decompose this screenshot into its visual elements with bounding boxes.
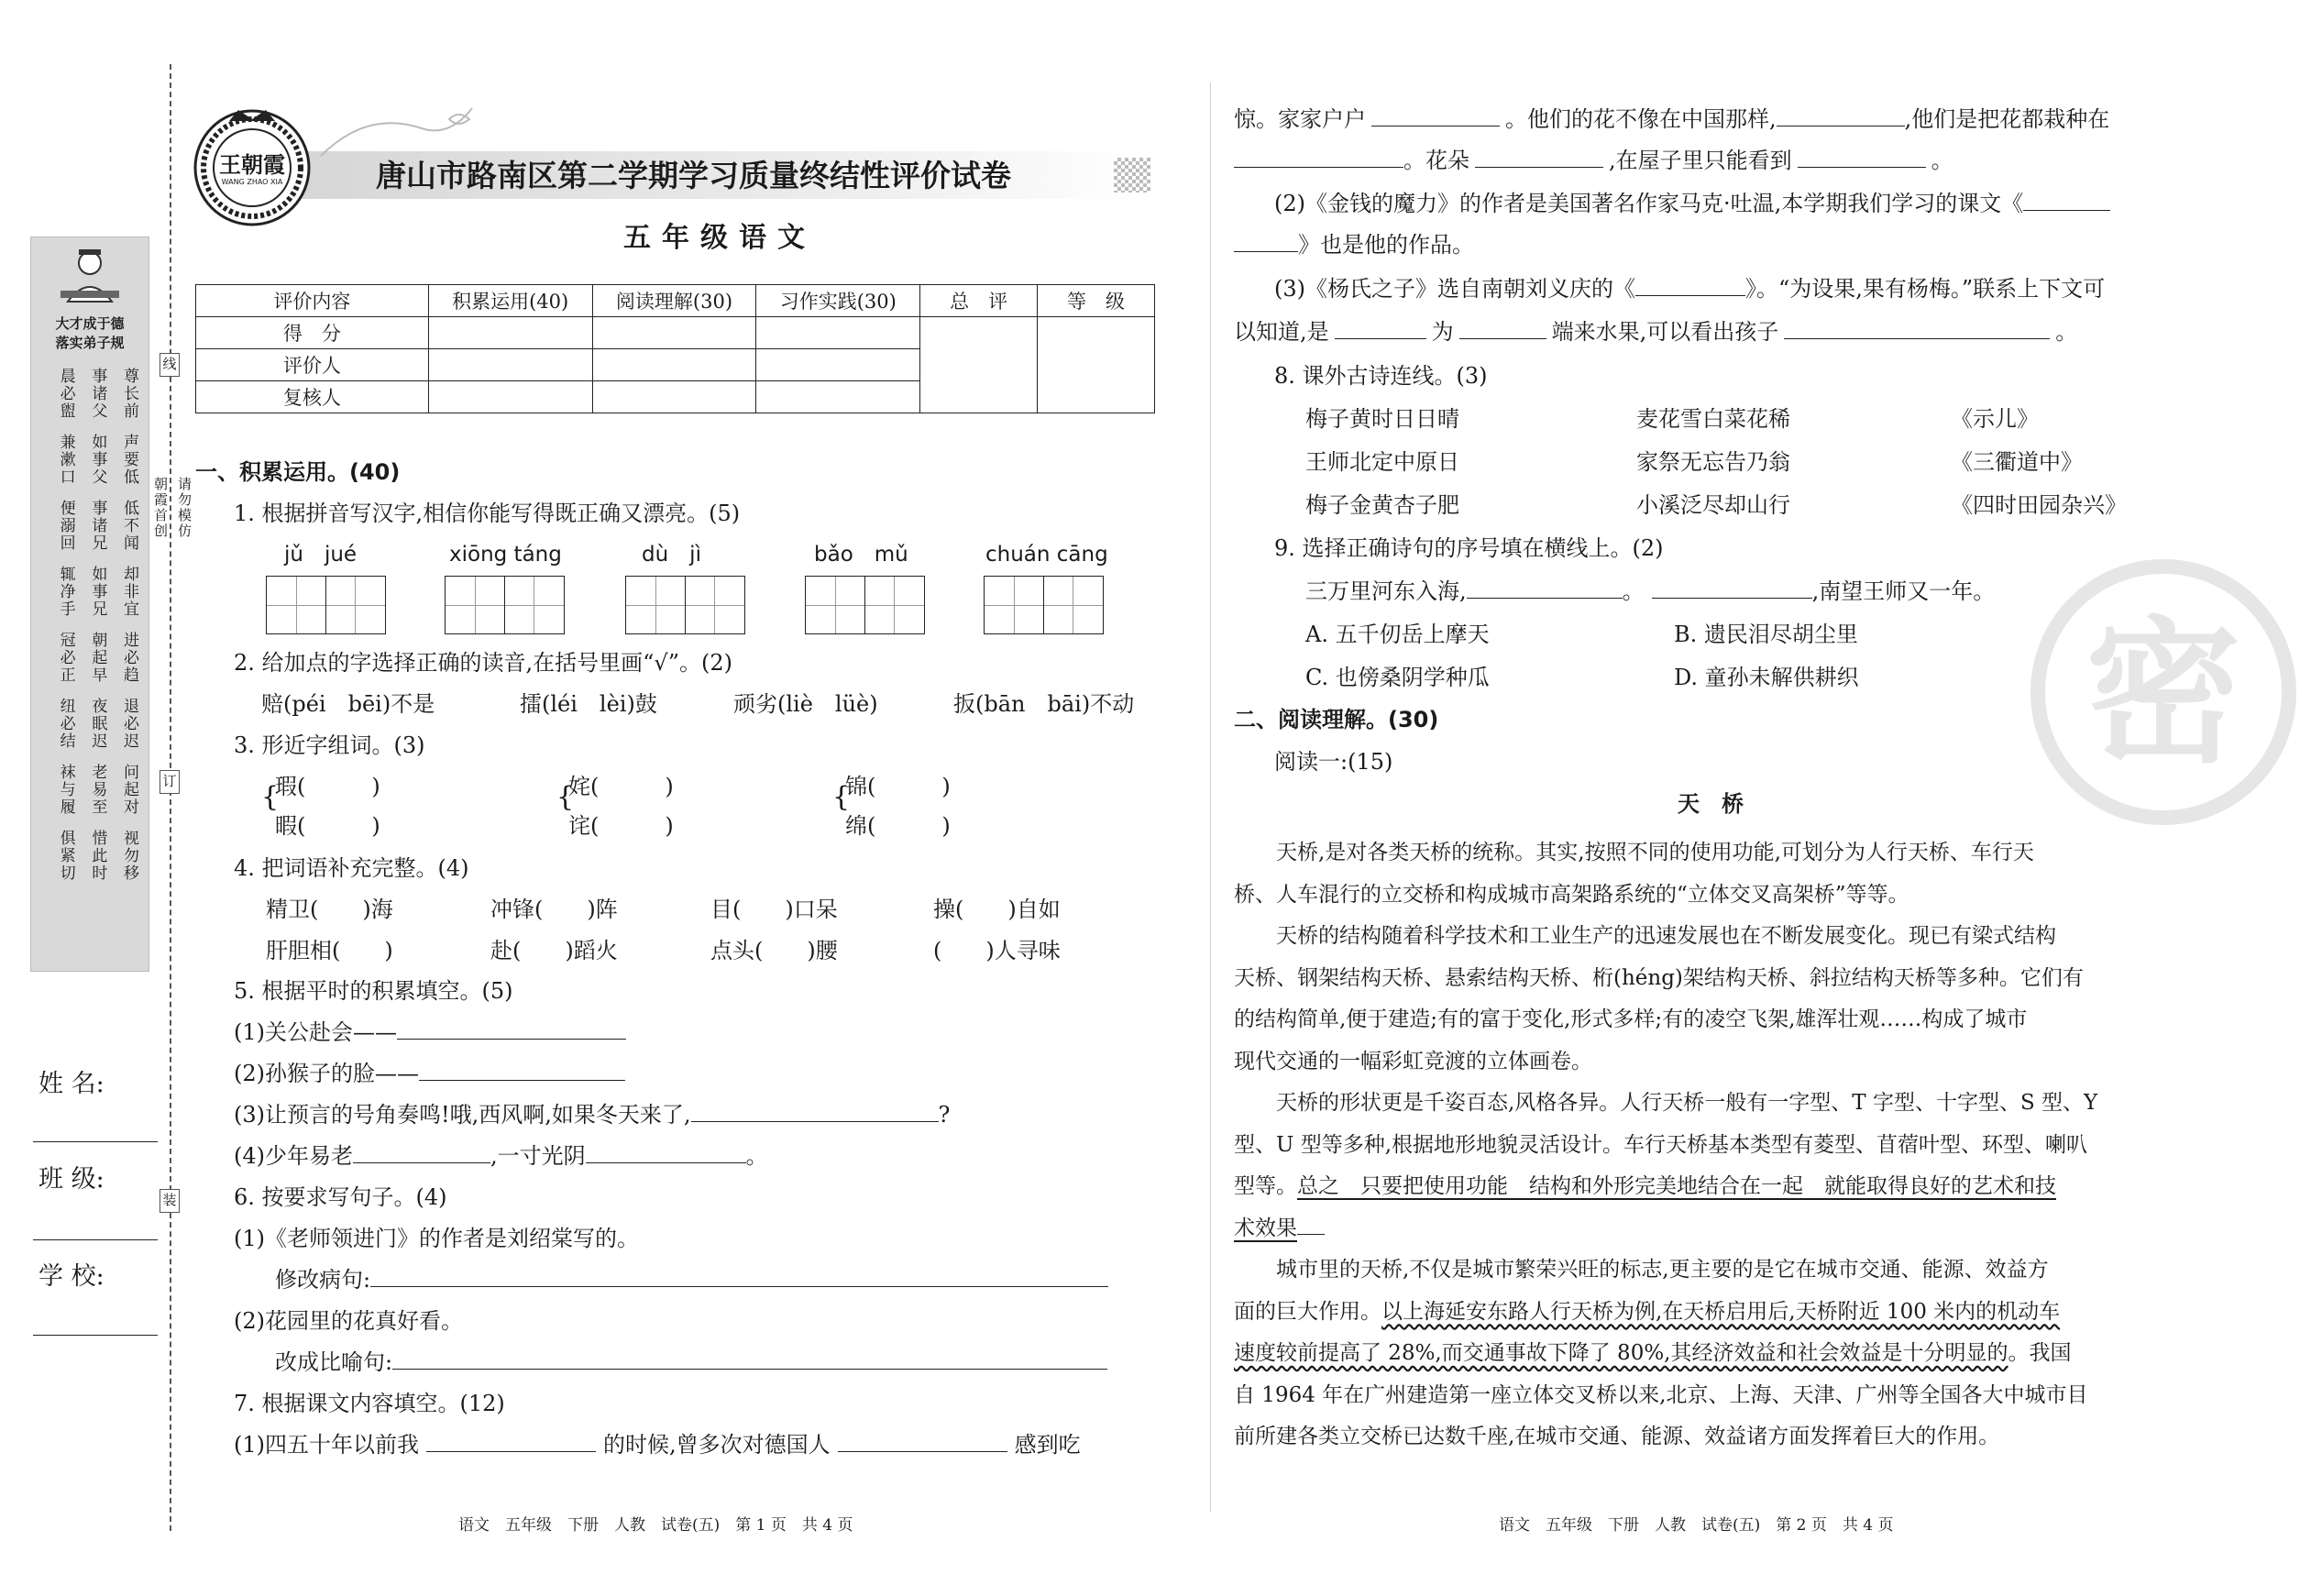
q5-4: (4)少年易老 ,一寸光阴 。: [234, 1143, 768, 1169]
table-header: 习作实践(30): [756, 285, 920, 317]
q7-1: (1)四五十年以前我 的时候,曾多次对德国人 感到吃: [234, 1432, 1081, 1458]
checker-pattern: [1114, 158, 1150, 193]
binding-mark-3: 装: [160, 1189, 180, 1213]
table-cell[interactable]: [756, 349, 920, 381]
school-field[interactable]: [33, 1335, 158, 1336]
q2-item-1[interactable]: 赔(péi bēi)不是: [261, 691, 435, 717]
q4-item[interactable]: 点头( )腰: [710, 938, 838, 963]
footer-right: 语文 五年级 下册 人教 试卷(五) 第 2 页 共 4 页: [1499, 1516, 1894, 1535]
school-label: 学 校:: [39, 1262, 105, 1291]
writing-grid-1[interactable]: [266, 576, 384, 634]
q2-item-3[interactable]: 顽劣(liè lüè): [733, 691, 878, 717]
poem-line[interactable]: 家祭无忘告乃翁: [1636, 449, 1790, 475]
q6-2-answer: 改成比喻句:: [275, 1348, 1107, 1376]
section-1-heading: 一、积累运用。(40): [195, 459, 401, 485]
r-line-2: 。花朵 ,在屋子里只能看到 。: [1234, 147, 1953, 174]
q9-option: C. 也傍桑阴学种瓜: [1305, 665, 1490, 690]
answer-blank[interactable]: [1467, 578, 1623, 599]
q2-item-2[interactable]: 擂(léi lèi)鼓: [520, 691, 657, 717]
pinyin-5: chuán cāng: [985, 543, 1108, 567]
q3-item[interactable]: 姹( ): [568, 774, 674, 799]
q4-item[interactable]: 操( )自如: [933, 897, 1061, 922]
subject-title: 五年级语文: [623, 222, 816, 254]
q4-item[interactable]: ( )人寻味: [933, 938, 1061, 963]
q5-1: (1)关公赴会——: [234, 1018, 626, 1046]
logo-text: 王朝霞: [219, 151, 285, 178]
q3-item[interactable]: 锦( ): [845, 774, 951, 799]
table-cell[interactable]: [592, 317, 756, 349]
q4-item[interactable]: 冲锋( )阵: [490, 897, 618, 922]
table-cell-grade[interactable]: [1038, 317, 1155, 413]
q3-item[interactable]: 暇( ): [275, 813, 380, 839]
q3-item[interactable]: 诧( ): [568, 813, 674, 839]
brace-3: {: [832, 781, 851, 813]
q3-item[interactable]: 瑕( ): [275, 774, 380, 799]
pinyin-4: bǎo mǔ: [814, 543, 908, 567]
wavy-sentence-end[interactable]: 速度较前提高了 28%,而交通事故下降了 80%,其经济效益和社会效益是十分明显的: [1234, 1341, 2008, 1365]
answer-blank[interactable]: [1635, 275, 1745, 296]
poem-line[interactable]: 小溪泛尽却山行: [1636, 492, 1790, 518]
answer-blank[interactable]: [1475, 147, 1603, 168]
poem-line[interactable]: 梅子黄时日日晴: [1305, 406, 1459, 432]
table-cell[interactable]: [428, 381, 592, 413]
answer-blank[interactable]: [426, 1431, 596, 1452]
question-3: 3. 形近字组词。(3): [234, 732, 425, 758]
table-header: 等 级: [1038, 285, 1155, 317]
q6-2: (2)花园里的花真好看。: [234, 1308, 463, 1334]
poem-line[interactable]: 麦花雪白菜花稀: [1636, 406, 1790, 432]
table-cell-total[interactable]: [920, 317, 1038, 413]
r-line-1: 惊。家家户户 。他们的花不像在中国那样, ,他们是把花都栽种在: [1234, 106, 2110, 132]
table-cell[interactable]: [592, 349, 756, 381]
poem-title[interactable]: 《三衢道中》: [1951, 449, 2083, 475]
q5-3: (3)让预言的号角奏鸣!哦,西风啊,如果冬天来了, ?: [234, 1102, 951, 1128]
answer-blank[interactable]: [370, 1266, 1108, 1287]
table-cell[interactable]: [756, 317, 920, 349]
exam-title: 唐山市路南区第二学期学习质量终结性评价试卷: [376, 158, 1011, 193]
score-table: [195, 284, 1155, 413]
question-6: 6. 按要求写句子。(4): [234, 1184, 447, 1210]
writing-grid-3[interactable]: [625, 576, 743, 634]
proverb-grid: 晨必盥 事诸父 尊长前 兼漱口 如事父 声要低 便溺回 事诸兄 低不闻 辄净手 如事兄 却非宜 冠必正 朝起早 进必趋 纽必结 夜眠迟 退必迟 袜与履 老易至 问起对 俱紧切 惜此时 视勿移: [56, 368, 138, 882]
table-cell[interactable]: [428, 349, 592, 381]
logo-badge: [193, 108, 312, 227]
table-cell[interactable]: [428, 317, 592, 349]
q7-2: (2)《金钱的魔力》的作者是美国著名作家马克·吐温,本学期我们学习的课文《: [1274, 190, 2110, 217]
question-9: 9. 选择正确诗句的序号填在横线上。(2): [1274, 535, 1664, 561]
poem-title[interactable]: 《示儿》: [1951, 406, 2039, 432]
brace-1: {: [261, 781, 280, 813]
answer-blank[interactable]: [419, 1060, 625, 1081]
q9-option: B. 遗民泪尽胡尘里: [1674, 622, 1858, 647]
table-cell[interactable]: [756, 381, 920, 413]
q4-item[interactable]: 目( )口呆: [710, 897, 838, 922]
question-5: 5. 根据平时的积累填空。(5): [234, 978, 513, 1004]
q9-option: A. 五千仞岳上摩天: [1305, 622, 1490, 647]
reading-1-label: 阅读一:(15): [1274, 749, 1393, 775]
brace-2: {: [556, 781, 575, 813]
name-field[interactable]: [33, 1141, 158, 1142]
scholar-illustration: [48, 245, 132, 309]
wavy-sentence[interactable]: 以上海延安东路人行天桥为例,在天桥启用后,天桥附近 100 米内的机动车: [1381, 1299, 2061, 1324]
answer-blank[interactable]: [2023, 190, 2110, 211]
answer-blank[interactable]: [691, 1101, 939, 1122]
motto: 大才成于德 落实弟子规: [55, 315, 125, 351]
answer-blank[interactable]: [1371, 105, 1500, 127]
pinyin-2: xiōng táng: [449, 543, 562, 567]
name-label: 姓 名:: [39, 1070, 105, 1098]
answer-blank[interactable]: [1234, 147, 1403, 168]
answer-blank[interactable]: [353, 1142, 490, 1163]
question-8: 8. 课外古诗连线。(3): [1274, 363, 1488, 389]
answer-blank[interactable]: [1777, 105, 1905, 127]
q6-1-answer: 修改病句:: [275, 1266, 1108, 1293]
question-7: 7. 根据课文内容填空。(12): [234, 1391, 505, 1416]
answer-blank[interactable]: [392, 1348, 1107, 1370]
table-header: 评价内容: [196, 285, 429, 317]
side-note: 朝霞首创 请勿模仿: [152, 477, 193, 539]
poem-line[interactable]: 梅子金黄杏子肥: [1305, 492, 1459, 518]
punctuation-sentence-end[interactable]: 术效果: [1234, 1216, 1297, 1240]
table-header: 积累运用(40): [428, 285, 592, 317]
q2-item-4[interactable]: 扳(bān bāi)不动: [953, 691, 1135, 717]
question-1: 1. 根据拼音写汉字,相信你能写得既正确又漂亮。(5): [234, 501, 741, 526]
answer-blank[interactable]: [1784, 318, 2050, 339]
answer-blank[interactable]: [1459, 318, 1546, 339]
answer-blank[interactable]: [397, 1018, 626, 1040]
question-4: 4. 把词语补充完整。(4): [234, 855, 469, 881]
q7-3: (3)《杨氏之子》选自南朝刘义庆的《 》。“为设果,果有杨梅。”联系上下文可: [1274, 276, 2106, 302]
answer-blank[interactable]: [586, 1142, 746, 1163]
q6-1: (1)《老师领进门》的作者是刘绍棠写的。: [234, 1226, 639, 1251]
poem-title[interactable]: 《四时田园杂兴》: [1951, 492, 2127, 518]
table-row-label: 评价人: [196, 349, 429, 381]
q4-item[interactable]: 肝胆相( ): [266, 938, 393, 963]
binding-mark-1: 线: [160, 353, 180, 377]
class-label: 班 级:: [39, 1165, 105, 1194]
table-row-label: 复核人: [196, 381, 429, 413]
q4-item[interactable]: 赴( )蹈火: [490, 938, 618, 963]
answer-blank[interactable]: [838, 1431, 1007, 1452]
section-2-heading: 二、阅读理解。(30): [1234, 707, 1439, 732]
answer-blank[interactable]: [1335, 318, 1426, 339]
q7-2-cont: 》也是他的作品。: [1234, 231, 1474, 259]
binding-line: [170, 64, 171, 1531]
answer-blank[interactable]: [1234, 231, 1298, 252]
confidential-seal: 密: [2030, 559, 2296, 825]
answer-blank[interactable]: [1652, 578, 1812, 599]
passage-title: 天 桥: [1678, 790, 1744, 817]
q9-option: D. 童孙未解供耕织: [1674, 665, 1859, 690]
logo-subtext: WANG ZHAO XIA: [221, 178, 283, 186]
question-2: 2. 给加点的字选择正确的读音,在括号里画“√”。(2): [234, 650, 732, 676]
table-cell[interactable]: [592, 381, 756, 413]
q7-3-cont: 以知道,是 为 端来水果,可以看出孩子 。: [1234, 319, 2078, 345]
table-header: 阅读理解(30): [592, 285, 756, 317]
q9-line: 三万里河东入海, 。 ,南望王师又一年。: [1305, 578, 1996, 604]
pinyin-3: dù jì: [642, 543, 701, 567]
page-divider: [1210, 83, 1211, 1513]
q3-item[interactable]: 绵( ): [845, 813, 951, 839]
q5-2: (2)孙猴子的脸——: [234, 1060, 625, 1087]
table-header: 总 评: [920, 285, 1038, 317]
table-row-label: 得 分: [196, 317, 429, 349]
q4-item[interactable]: 精卫( )海: [266, 897, 393, 922]
binding-mark-2: 订: [160, 770, 180, 794]
passage: 天桥,是对各类天桥的统称。其实,按照不同的使用功能,可划分为人行天桥、车行天 桥、人车混行的立交桥和构成城市高架路系统的“立体交叉高架桥”等等。 天桥的结构随着科学技术和工业生产的迅速发展也在不断发展变化。现已有梁式结构 天桥、钢架结构天桥、悬索结构天桥、桁(héng)架结构天桥、斜拉结构天桥等多种。它们有 的结构简单,便于建造;有的富于变化,形式多样;有的凌空飞架,雄浑壮观……构成了城市 现代交通的一幅彩虹竞渡的立体画卷。 天桥的形状更是千姿百态,风格各异。人行天桥一般有一字型、T 字型、十字型、S 型、Y 型、U 型等多种,根据地形地貌灵活设计。车行天桥基本类型有菱型、苜蓿叶型、环型、喇叭 型等。总之 只要把使用功能 结构和外形完美地结合在一起 就能取得良好的艺术和技 术效果 城市里的天桥,不仅是城市繁荣兴旺的标志,更主要的是它在城市交通、能源、效益方 面的巨大作用。以上海延安东路人行天桥为例,在天桥启用后,天桥附近 100 米内的机动车 速度较前提高了 28%,而交通事故下降了 80%,其经济效益和社会效益是十分明显的。我国 自 1964 年在广州建造第一座立体交叉桥以来,北京、上海、天津、广州等全国各大中城市目 前所建各类立交桥已达数千座,在城市交通、能源、效益诸方面发挥着巨大的作用。: [1234, 841, 2098, 1448]
punctuation-sentence[interactable]: 总之 只要把使用功能 结构和外形完美地结合在一起 就能取得良好的艺术和技: [1297, 1174, 2056, 1198]
writing-grid-4[interactable]: [805, 576, 923, 634]
writing-grid-2[interactable]: [445, 576, 563, 634]
writing-grid-5[interactable]: [984, 576, 1102, 634]
footer-left: 语文 五年级 下册 人教 试卷(五) 第 1 页 共 4 页: [458, 1516, 853, 1535]
class-field[interactable]: [33, 1239, 158, 1240]
pinyin-1: jǔ jué: [284, 543, 358, 567]
sidebar-panel: [30, 237, 149, 972]
answer-blank[interactable]: [1798, 147, 1926, 168]
poem-line[interactable]: 王师北定中原日: [1305, 449, 1459, 475]
